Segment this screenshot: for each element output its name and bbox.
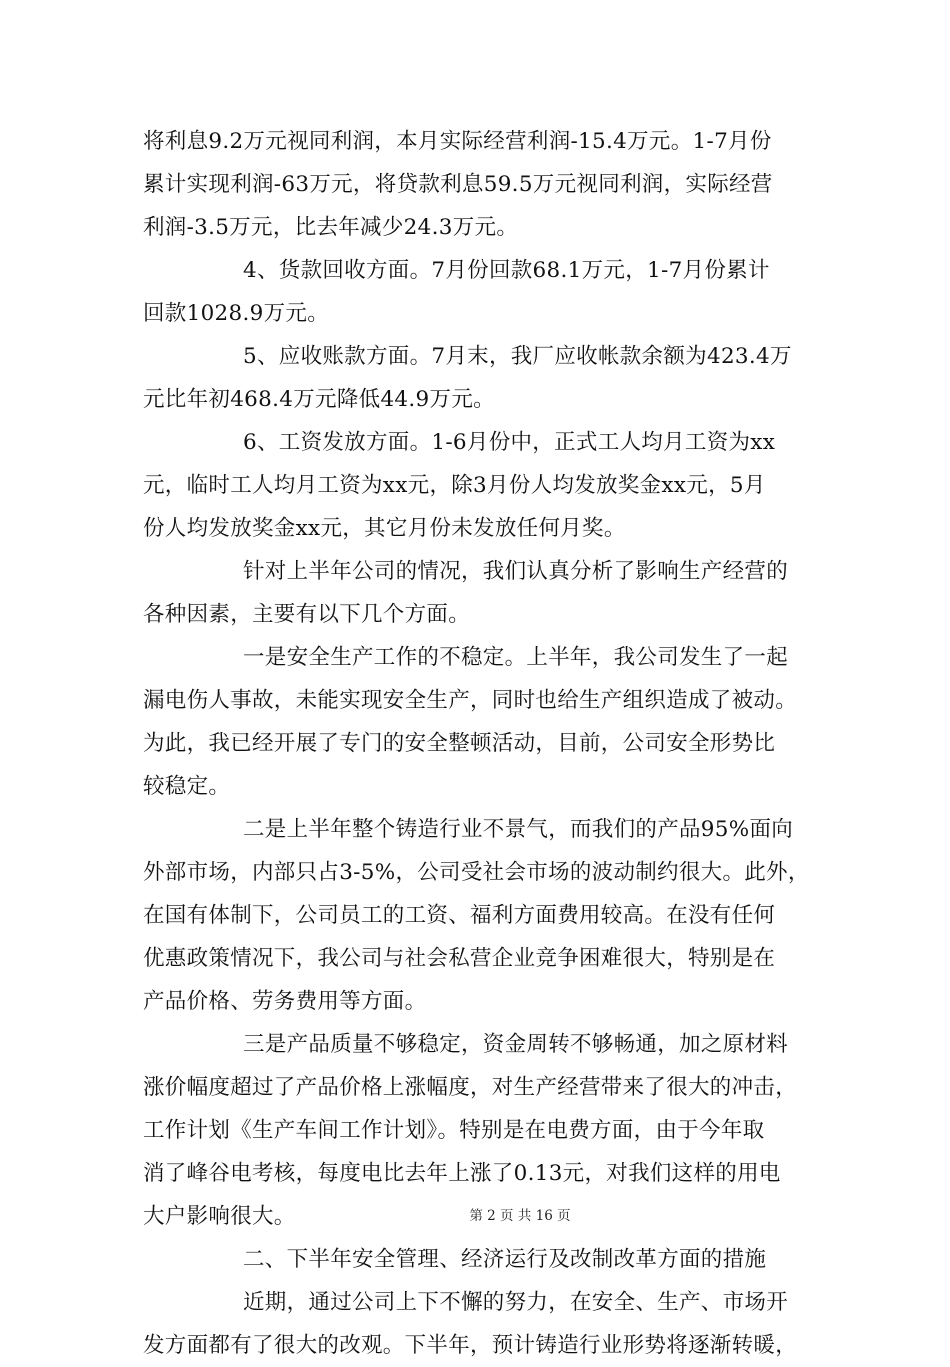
text-line: 发方面都有了很大的改观。下半年，预计铸造行业形势将逐渐转暖， — [143, 1333, 798, 1358]
text-line: 产品价格、劳务费用等方面。 — [143, 989, 427, 1014]
text-line: 为此，我已经开展了专门的安全整顿活动，目前，公司安全形势比 — [143, 731, 776, 756]
text-line: 三是产品质量不够稳定，资金周转不够畅通，加之原材料 — [243, 1032, 789, 1057]
text-line: 累计实现利润-63万元，将贷款利息59.5万元视同利润，实际经营 — [143, 172, 773, 197]
text-line: 将利息9.2万元视同利润，本月实际经营利润-15.4万元。1-7月份 — [143, 129, 772, 154]
text-line: 利润-3.5万元，比去年减少24.3万元。 — [143, 215, 519, 240]
text-line: 大户影响很大。 — [143, 1204, 296, 1229]
text-line: 近期，通过公司上下不懈的努力，在安全、生产、市场开 — [243, 1290, 789, 1315]
text-line: 回款1028.9万元。 — [143, 301, 330, 326]
text-line: 4、货款回收方面。7月份回款68.1万元，1-7月份累计 — [243, 258, 770, 283]
text-line: 优惠政策情况下，我公司与社会私营企业竞争困难很大，特别是在 — [143, 946, 776, 971]
text-line: 元，临时工人均月工资为xx元，除3月份人均发放奖金xx元，5月 — [143, 473, 766, 498]
section-heading: 二、下半年安全管理、经济运行及改制改革方面的措施 — [243, 1247, 767, 1272]
body-text — [143, 120, 811, 1367]
text-line: 针对上半年公司的情况，我们认真分析了影响生产经营的 — [243, 559, 789, 584]
text-line: 漏电伤人事故，未能实现安全生产，同时也给生产组织造成了被动。 — [143, 688, 798, 713]
page-number-footer: 第 2 页 共 16 页 — [469, 1208, 571, 1224]
text-line: 5、应收账款方面。7月末，我厂应收帐款余额为423.4万 — [243, 344, 792, 369]
text-line: 消了峰谷电考核，每度电比去年上涨了0.13元，对我们这样的用电 — [143, 1161, 781, 1186]
text-line: 一是安全生产工作的不稳定。上半年，我公司发生了一起 — [243, 645, 789, 670]
text-line: 涨价幅度超过了产品价格上涨幅度，对生产经营带来了很大的冲击， — [143, 1075, 798, 1100]
text-line: 较稳定。 — [143, 774, 231, 799]
text-line: 份人均发放奖金xx元，其它月份未发放任何月奖。 — [143, 516, 626, 541]
text-line: 各种因素，主要有以下几个方面。 — [143, 602, 471, 627]
text-line: 外部市场，内部只占3-5%，公司受社会市场的波动制约很大。此外， — [143, 860, 810, 885]
text-line: 元比年初468.4万元降低44.9万元。 — [143, 387, 495, 412]
text-line: 6、工资发放方面。1-6月份中，正式工人均月工资为xx — [243, 430, 776, 455]
text-line: 二是上半年整个铸造行业不景气，而我们的产品95%面向 — [243, 817, 794, 842]
text-line: 在国有体制下，公司员工的工资、福利方面费用较高。在没有任何 — [143, 903, 776, 928]
text-line: 工作计划《生产车间工作计划》。特别是在电费方面，由于今年取 — [143, 1118, 765, 1143]
